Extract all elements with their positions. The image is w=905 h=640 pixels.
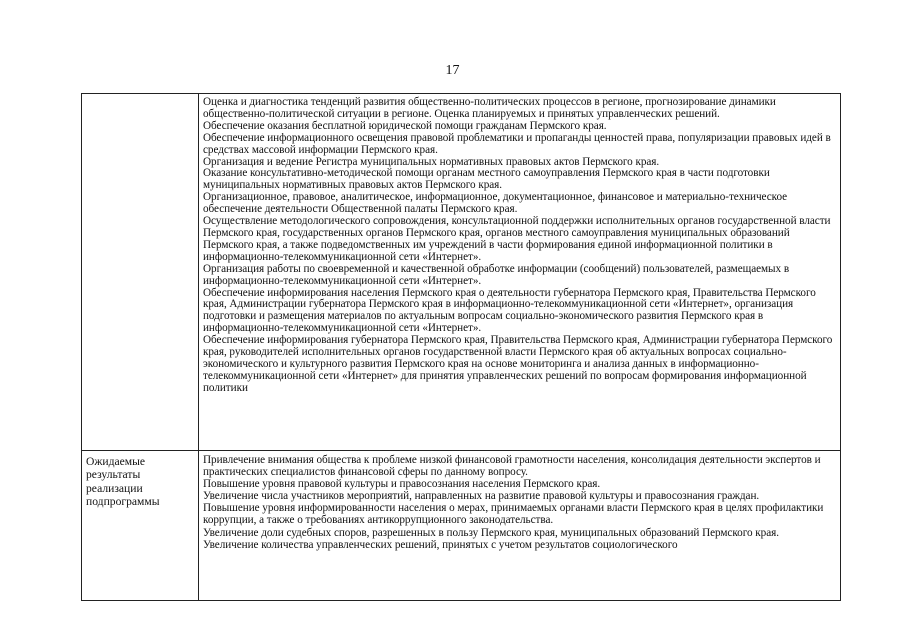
row-label-cell	[82, 451, 199, 601]
paragraph: Обеспечение информационного освещения правовой проблематики и пропаганды ценностей права, популяризации правовых идей в средствах массовой информации Пермского края.	[203, 131, 831, 156]
paragraph: Организация и ведение Регистра муниципальных нормативных правовых актов Пермского края.	[203, 155, 660, 168]
row-content-cell	[199, 94, 841, 451]
label-line: подпрограммы	[86, 495, 160, 509]
paragraph: Обеспечение оказания бесплатной юридической помощи гражданам Пермского края.	[203, 119, 607, 132]
label-line: результаты	[86, 468, 141, 482]
paragraph: Обеспечение информирования губернатора Пермского края, Правительства Пермского края, Администрации губернатора Пермского края, руководителей исполнительных органов государственной власти Пермского края об актуальных вопросах социально-экономического и культурного развития Пермского края на основе мониторинга и анализа данных в информационно-телекоммуникационной сети «Интернет» для принятия управленческих решений по вопросам формирования информационной политики	[203, 334, 833, 394]
paragraph: Увеличение количества управленческих решений, принятых с учетом результатов социологического	[203, 538, 678, 551]
table-row	[82, 94, 841, 451]
paragraph: Привлечение внимания общества к проблеме низкой финансовой грамотности населения, консолидация деятельности экспертов и практических специалистов финансовой сферы по данному вопросу.	[203, 454, 821, 479]
row-label-cell	[82, 94, 199, 451]
program-table	[81, 93, 841, 601]
page-number: 17	[445, 63, 460, 78]
paragraph: Организационное, правовое, аналитическое, информационное, документационное, финансовое и материально-техническое обеспечение деятельности Общественной палаты Пермского края.	[203, 191, 788, 216]
table-row	[82, 451, 841, 601]
label-line: реализации	[86, 481, 143, 495]
paragraph: Организация работы по своевременной и качественной обработке информации (сообщений) пользователей, размещаемых в информационно-телекоммуникационной сети «Интернет».	[203, 262, 790, 287]
paragraph: Увеличение числа участников мероприятий, направленных на развитие правовой культуры и правосознания граждан.	[203, 490, 760, 503]
paragraph: Повышение уровня правовой культуры и правосознания населения Пермского края.	[203, 478, 601, 491]
row-content-cell	[199, 451, 841, 601]
paragraph: Оказание консультативно-методической помощи органам местного самоуправления Пермского края в части подготовки муниципальных нормативных правовых актов Пермского края.	[203, 167, 770, 192]
paragraph: Осуществление методологического сопровождения, консультационной поддержки исполнительных органов государственной власти Пермского края, государственных органов Пермского края, органов местного самоуправления муниципальных образований Пермского края, а также подведомственных им учреждений в части формирования единой информационной политики в информационно-телекоммуникационной сети «Интернет».	[203, 215, 831, 263]
paragraph: Повышение уровня информированности населения о мерах, принимаемых органами власти Пермского края в целях профилактики коррупции, а также о требованиях антикоррупционного законодательства.	[203, 502, 824, 527]
label-line: Ожидаемые	[86, 455, 146, 468]
paragraph: Увеличение доли судебных споров, разрешенных в пользу Пермского края, муниципальных образований Пермского края.	[203, 526, 779, 539]
paragraph: Оценка и диагностика тенденций развития общественно-политических процессов в регионе, прогнозирование динамики общественно-политической ситуации в регионе. Оценка планируемых и принятых управленческих решений.	[203, 96, 776, 120]
paragraph: Обеспечение информирования населения Пермского края о деятельности губернатора Пермского края, Правительства Пермского края, Администрации губернатора Пермского края в информационно-телекоммуникационной сети «Интернет», организация подготовки и размещения материалов по актуальным вопросам социально-экономического развития Пермского края в информационно-телекоммуникационной сети «Интернет».	[203, 286, 816, 335]
